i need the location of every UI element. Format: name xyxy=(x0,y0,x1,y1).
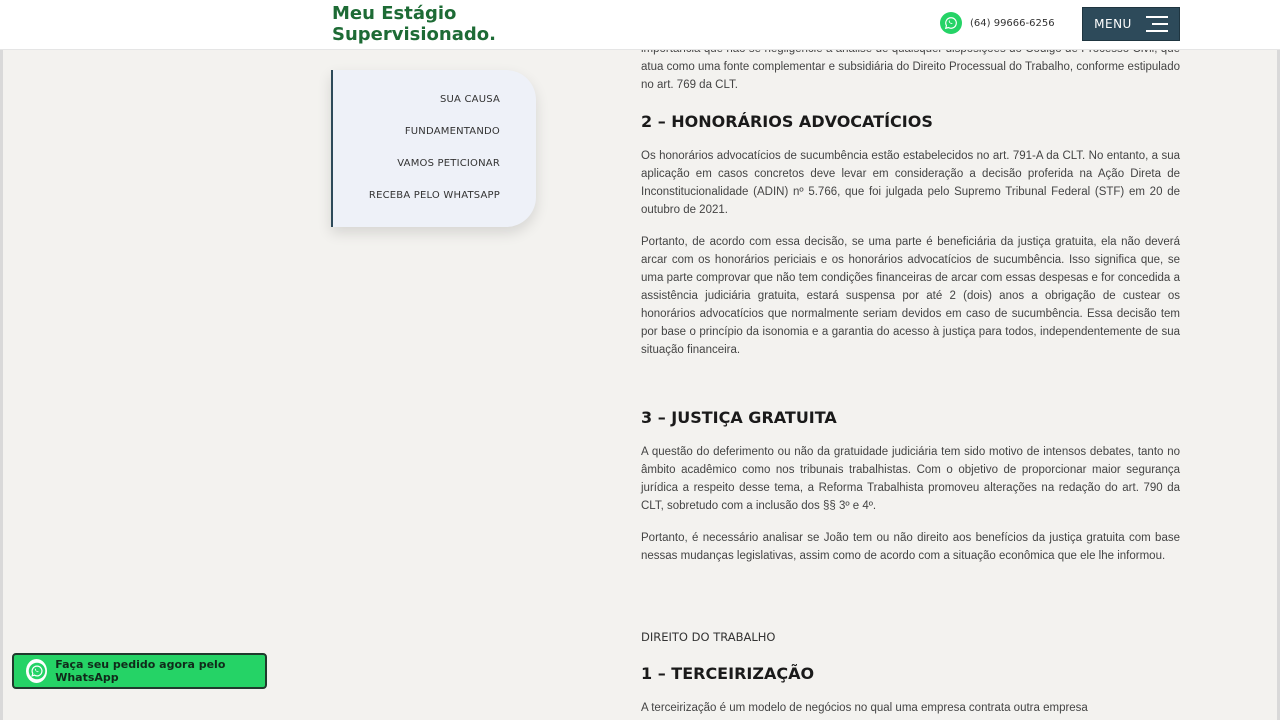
logo-line-2: Supervisionado. xyxy=(332,24,496,45)
toc-item-vamos-peticionar[interactable]: VAMOS PETICIONAR xyxy=(397,158,500,169)
hamburger-icon xyxy=(1146,16,1168,32)
whatsapp-order-label: Faça seu pedido agora pelo WhatsApp xyxy=(55,658,226,684)
paragraph-intro: atua como uma fonte complementar e subsidiária do Direito Processual do Trabalho, conforme estipulado no art. 769 da CLT. xyxy=(641,61,1180,91)
phone-contact[interactable] xyxy=(940,12,1055,34)
toc-item-fundamentando[interactable]: FUNDAMENTANDO xyxy=(404,126,500,137)
paragraph-justica-2: Portanto, é necessário analisar se João tem ou não direito aos benefícios da justiça gratuita com base nessas mudanças legislativas, assim como de acordo com a situação econômica que ele lhe informou. xyxy=(641,532,1180,562)
heading-terceirizacao: 1 – TERCEIRIZAÇÃO xyxy=(641,664,815,683)
logo-line-1: Meu Estágio xyxy=(332,3,457,24)
whatsapp-icon xyxy=(26,659,47,683)
phone-number: (64) 99666-6256 xyxy=(970,17,1055,29)
table-of-contents xyxy=(331,70,536,227)
category-label: DIREITO DO TRABALHO xyxy=(641,630,776,644)
site-logo[interactable] xyxy=(332,3,496,45)
frame-left xyxy=(0,0,3,720)
paragraph-honorarios-2: Portanto, de acordo com essa decisão, se uma parte é beneficiária da justiça gratuita, ela não deverá arcar com os honorários periciais e os honorários advocatícios de sucumbência. Isso significa que, se uma parte comprovar que não tem condições financeiras de arcar com essas despesas e for concedida a assistência judiciária gratuita, estará suspensa por até 2 (dois) anos a obrigação de custear os honorários advocatícios que normalmente seriam devidos em caso de sucumbência. Essa decisão tem por base o princípio da isonomia e a garantia do acesso à justiça para todos, independentemente de sua situação financeira. xyxy=(641,236,1180,356)
whatsapp-icon xyxy=(940,12,962,34)
paragraph-terceirizacao: A terceirização é um modelo de negócios no qual uma empresa contrata outra empresa xyxy=(641,702,1088,714)
whatsapp-order-button[interactable] xyxy=(12,653,267,689)
site-header xyxy=(0,0,1280,50)
toc-item-receba-pelo-whatsapp[interactable]: RECEBA PELO WHATSAPP xyxy=(368,190,500,201)
paragraph-honorarios-1: Os honorários advocatícios de sucumbência estão estabelecidos no art. 791-A da CLT. No entanto, a sua aplicação em casos concretos deve levar em consideração a decisão proferida na Ação Direta de Inconstitucionalidade (ADIN) nº 5.766, que foi julgada pelo Supremo Tribunal Federal (STF) em 20 de outubro de 2021. xyxy=(641,150,1180,216)
toc-item-sua-causa[interactable]: SUA CAUSA xyxy=(439,94,500,105)
paragraph-justica-1: A questão do deferimento ou não da gratuidade judiciária tem sido motivo de intensos debates, tanto no âmbito acadêmico como nos tribunais trabalhistas. Com o objetivo de proporcionar maior segurança jurídica a respeito desse tema, a Reforma Trabalhista promoveu alterações na redação do art. 790 da CLT, sobretudo com a inclusão dos §§ 3º e 4º. xyxy=(641,446,1180,512)
heading-justica-gratuita: 3 – JUSTIÇA GRATUITA xyxy=(641,408,837,427)
heading-honorarios: 2 – HONORÁRIOS ADVOCATÍCIOS xyxy=(641,112,933,131)
menu-button[interactable] xyxy=(1082,7,1180,41)
menu-label: MENU xyxy=(1094,17,1132,31)
